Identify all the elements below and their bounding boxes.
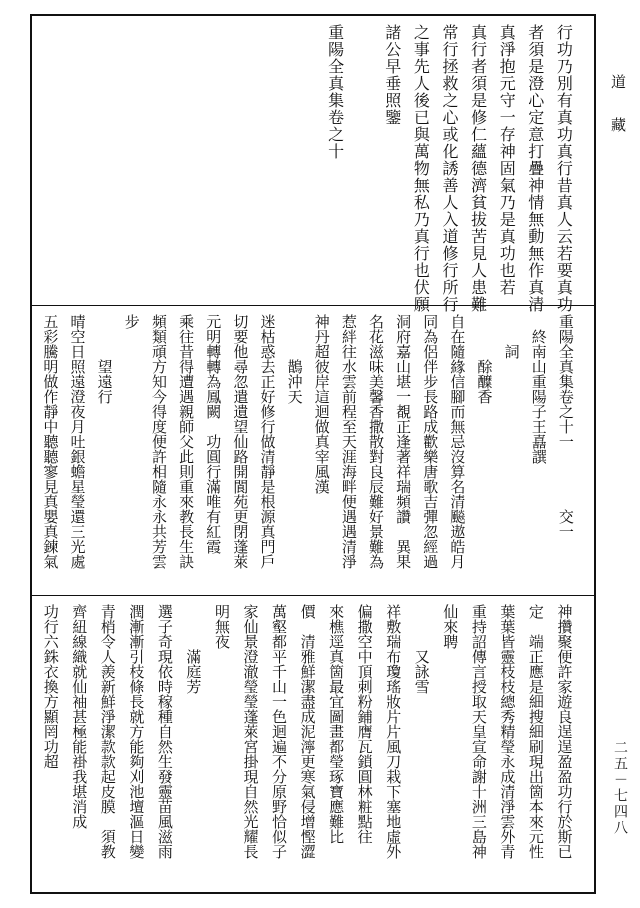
register2-column: 神丹超彼岸這迴做真宰風漢	[312, 314, 331, 494]
register3-column: 重持詔傳言授取天皇宣命謝十洲三島神	[469, 604, 488, 859]
register3-column: 神攢聚便許家遊良逞逞盈盈功行於斯已	[555, 604, 574, 859]
register3-column: 明無夜	[212, 604, 231, 649]
register1-column: 諸公早垂照鑒	[382, 24, 402, 126]
register2-column: 詞	[502, 314, 521, 359]
register3-column: 潤漸漸引枝條長就方能夠刈池壇漚日變	[127, 604, 146, 859]
register3-column: 來樵逕真箇最宜圖畫都瑩琢寶應難比	[327, 604, 346, 844]
register1-column: 者須是澄心定意打疊神情無動無作真清	[525, 24, 545, 313]
register2-column: 步	[122, 314, 141, 329]
register2-column: 鵲沖天	[285, 314, 304, 404]
register3-column: 齊紐線織就仙袖甚極能褂我堪消成	[70, 604, 89, 829]
margin-page-number: 二五－七四八	[612, 740, 628, 836]
register3-column: 仙來聘	[441, 604, 460, 649]
register2-column: 五彩騰明做作靜中聽聽寥見真嬰真鍊氣	[41, 314, 60, 569]
register3-column: 家仙景澄澈瑩瑩蓬萊宮掛現自然光耀長	[241, 604, 260, 859]
register3-column: 選子奇現依時稼種自然生發靈苗風滋雨	[155, 604, 174, 859]
register3-column: 青梢令人羨新鮮淨潔款款起皮膜 須教	[98, 604, 117, 859]
register2-column: 自在隨緣信腳而無忌沒算名清飈遨皓月	[448, 314, 467, 569]
margin-series: 道藏	[609, 74, 627, 160]
scripture-page	[30, 14, 596, 894]
register-middle	[32, 306, 594, 596]
register1-column: 常行拯救之心或化誘善人入道修行所行	[440, 24, 459, 313]
register2-column: 乘往昔得遭遇親師父此則重來教長生訣	[177, 314, 196, 569]
register3-column: 定 端正應是細搜細刷現出箇本來元性	[526, 604, 545, 859]
register2-column: 同為侶伴步長路成歡樂唐歌吉彈忽經過	[421, 314, 440, 569]
register1-column: 之事先人後已與萬物無私乃真行也伏願	[411, 24, 431, 313]
register2-column: 晴空日照遠澄夜月吐銀蟾星瑩還三光處	[68, 314, 87, 569]
register3-column: 偏撒空中頂刺粉鋪膺瓦鎖圓林粧點往	[355, 604, 374, 844]
register2-column: 頻類頑方知今得度便許相隨永永共芳雲	[149, 314, 168, 569]
register3-column: 滿庭芳	[184, 604, 203, 694]
register1-column: 重陽全真集卷之十	[325, 24, 345, 160]
register2-column: 重陽全真集卷之十一 交一	[556, 314, 575, 539]
register2-column: 終南山重陽子王嚞譔	[529, 314, 548, 464]
register3-column: 又詠雪	[412, 604, 431, 694]
register1-column: 真淨抱元守一存神固氣乃是真功也若	[497, 24, 517, 296]
register1-column	[351, 24, 371, 300]
register2-column: 切要他尋忽遣遺望仙路開閬苑更閉蓬萊	[231, 314, 250, 569]
register-bottom	[32, 596, 594, 892]
register2-column: 惹絆往水雲前程至天涯海畔便遇遇清淨	[339, 314, 358, 569]
register-top	[32, 16, 594, 313]
register2-column: 酴醾香	[475, 314, 494, 404]
register3-column: 功行六銖衣換方顯罔功超	[41, 604, 60, 769]
register3-column: 葉葉皆靈枝枝總秀精瑩永成清淨雲外青	[498, 604, 517, 859]
register2-column: 望遠行	[95, 314, 114, 404]
register3-column: 萬壑都平千山一色迴遍不分原野恰似子	[270, 604, 289, 859]
register2-column: 元明轉轉為鳳闕 功圓行滿唯有紅霞	[204, 314, 223, 554]
register2-column: 迷枯惑去正好修行做清靜是根源真門戶	[258, 314, 277, 569]
register1-column: 真行者須是修仁蘊德濟貧拔苦見人患難	[468, 24, 488, 313]
register3-column: 價 清雅鮮潔盡成泥濘更寒氣侵增慳澀	[298, 604, 317, 859]
register2-column: 洞府嘉山堪一覩正逢著祥瑞頻讚 異果	[394, 314, 413, 569]
register2-column: 名花滋味美馨香撒散對良辰難好景難為	[366, 314, 385, 569]
register3-column: 祥敷瑞布瓊瑤妝片片風刀栽下塞地虛外	[384, 604, 403, 859]
register1-column: 行功乃別有真功真行昔真人云若要真功	[554, 24, 574, 313]
